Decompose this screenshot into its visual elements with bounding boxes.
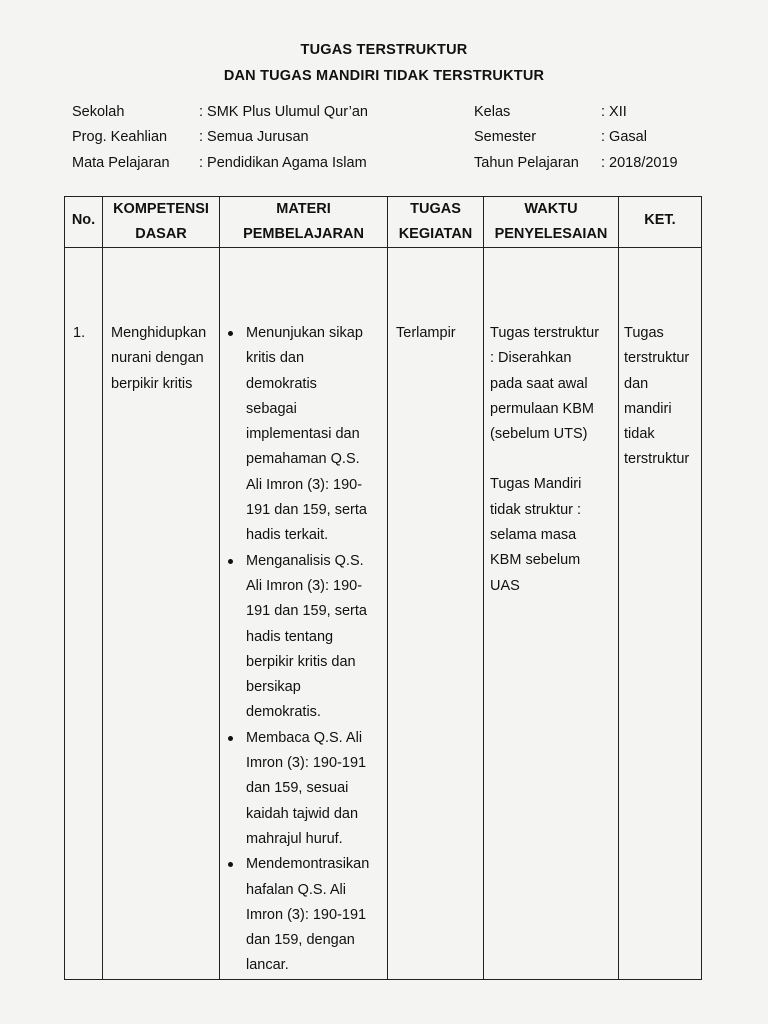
cell-materi	[220, 248, 388, 980]
waktu-line: KBM sebelum	[490, 552, 581, 569]
ket-line: terstruktur	[624, 451, 690, 468]
materi-line: Imron (3): 190-191	[246, 755, 367, 772]
materi-line: Membaca Q.S. Ali	[246, 729, 363, 746]
semester-label: Semester	[474, 129, 537, 145]
materi-line: implementasi dan	[246, 426, 360, 443]
bullet-icon	[228, 331, 233, 336]
sekolah-label: Sekolah	[72, 104, 125, 120]
materi-line: dan 159, dengan	[246, 932, 355, 949]
materi-line: kritis dan	[246, 350, 305, 367]
waktu-line: Tugas terstruktur	[490, 325, 600, 341]
materi-line: Ali Imron (3): 190-	[246, 577, 363, 594]
materi-line: hafalan Q.S. Ali	[246, 881, 346, 898]
ket-line: mandiri	[624, 400, 672, 417]
prog-value: : Semua Jurusan	[199, 129, 309, 145]
tahun-value: : 2018/2019	[601, 155, 678, 171]
table-header-row	[65, 197, 702, 248]
materi-line: hadis tentang	[246, 628, 334, 645]
materi-line: berpikir kritis dan	[246, 653, 356, 670]
waktu-line: permulaan KBM	[490, 400, 594, 417]
materi-line: lancar.	[246, 957, 289, 974]
ket-line: tidak	[624, 426, 655, 443]
header-no: No.	[65, 197, 103, 248]
kompetensi-line: Menghidupkan	[111, 325, 207, 341]
waktu-line: UAS	[490, 577, 520, 594]
assignment-table	[64, 196, 702, 980]
materi-line: mahrajul huruf.	[246, 830, 343, 847]
waktu-line: tidak struktur :	[490, 501, 582, 518]
materi-line: sebagai	[246, 400, 297, 417]
mapel-label: Mata Pelajaran	[72, 155, 170, 171]
materi-line: demokratis	[246, 375, 317, 392]
materi-line: pemahaman Q.S.	[246, 451, 360, 468]
materi-line: Ali Imron (3): 190-	[246, 476, 363, 493]
header-tugas: TUGAS KEGIATAN	[388, 197, 484, 248]
cell-no: 1.	[65, 248, 103, 980]
ket-line: terstruktur	[624, 350, 690, 367]
cell-kompetensi	[103, 248, 220, 980]
materi-list-item	[246, 549, 383, 726]
cell-tugas: Terlampir	[388, 248, 484, 980]
header-ket: KET.	[619, 197, 702, 248]
mapel-value: : Pendidikan Agama Islam	[199, 155, 367, 171]
header-kompetensi: KOMPETENSI DASAR	[103, 197, 220, 248]
kelas-value: : XII	[601, 104, 627, 120]
waktu-line: Tugas Mandiri	[490, 476, 582, 493]
table-row	[65, 248, 702, 980]
materi-line: bersikap	[246, 679, 301, 696]
materi-line: demokratis.	[246, 704, 321, 721]
materi-line: hadis terkait.	[246, 527, 329, 544]
waktu-line: selama masa	[490, 527, 577, 544]
materi-line: Menunjukan sikap	[246, 325, 363, 341]
bullet-icon	[228, 862, 233, 867]
materi-line: Mendemontrasikan	[246, 856, 370, 873]
materi-line: kaidah tajwid dan	[246, 805, 359, 822]
kompetensi-line: nurani dengan	[111, 350, 204, 367]
bullet-icon	[228, 736, 233, 741]
materi-line: 191 dan 159, serta	[246, 502, 367, 519]
sekolah-value: : SMK Plus Ulumul Qur’an	[199, 104, 368, 120]
materi-list-item	[246, 726, 383, 852]
materi-line: dan 159, sesuai	[246, 780, 349, 797]
waktu-line: pada saat awal	[490, 375, 588, 392]
cell-ket	[619, 248, 702, 980]
bullet-icon	[228, 559, 233, 564]
doc-title-line2: DAN TUGAS MANDIRI TIDAK TERSTRUKTUR	[223, 68, 545, 84]
header-materi: MATERI PEMBELAJARAN	[220, 197, 388, 248]
prog-label: Prog. Keahlian	[72, 129, 168, 145]
waktu-line: (sebelum UTS)	[490, 426, 588, 443]
materi-line: Menganalisis Q.S.	[246, 552, 364, 569]
waktu-line: : Diserahkan	[490, 350, 572, 367]
kompetensi-line: berpikir kritis	[111, 375, 193, 392]
ket-line: Tugas	[624, 325, 664, 341]
cell-waktu	[484, 248, 619, 980]
header-waktu: WAKTU PENYELESAIAN	[484, 197, 619, 248]
kelas-label: Kelas	[474, 104, 511, 120]
materi-line: Imron (3): 190-191	[246, 906, 367, 923]
materi-list-item	[246, 852, 383, 978]
spacer	[490, 447, 614, 472]
ket-line: dan	[624, 375, 649, 392]
materi-list-item	[246, 321, 383, 549]
materi-line: 191 dan 159, serta	[246, 603, 367, 620]
semester-value: : Gasal	[601, 129, 647, 145]
doc-title-line1: TUGAS TERSTRUKTUR	[300, 42, 468, 58]
tahun-label: Tahun Pelajaran	[474, 155, 579, 171]
